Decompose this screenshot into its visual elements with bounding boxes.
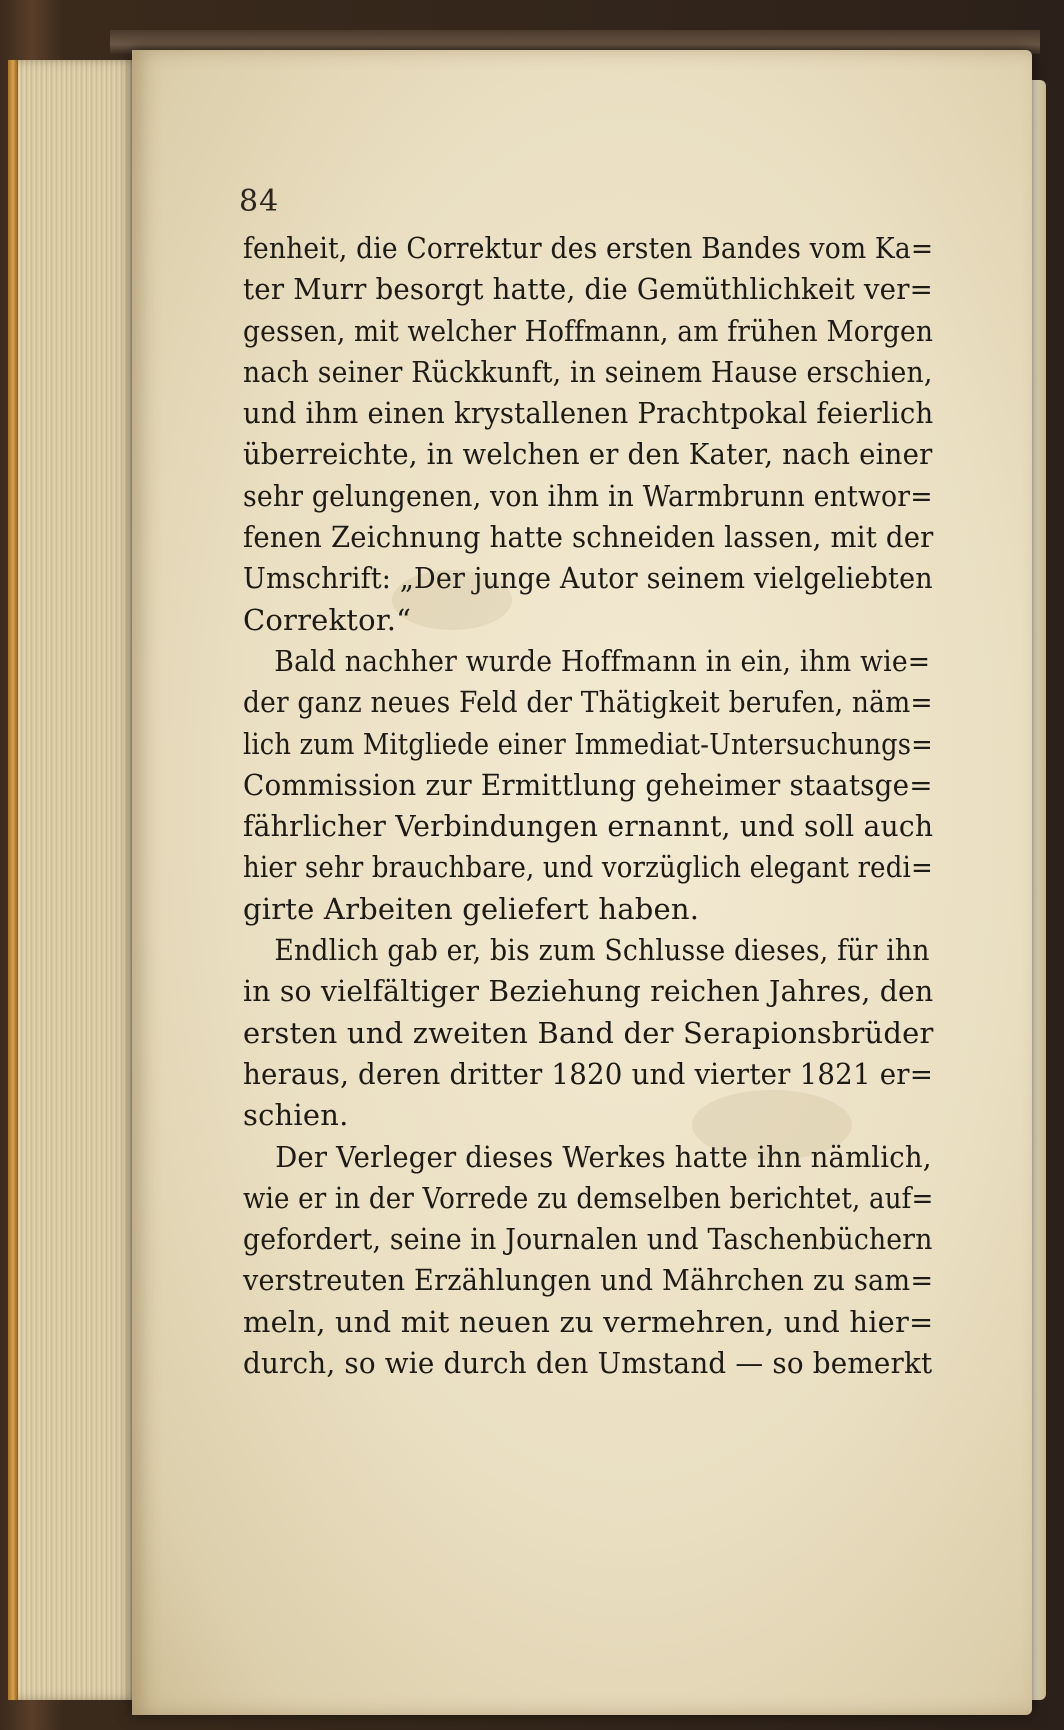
text-line: Bald nachher wurde Hoffmann in ein, ihm wie= xyxy=(274,643,931,678)
text-line: fenheit, die Correktur des ersten Bandes vom Ka= xyxy=(243,231,934,265)
text-line: sehr gelungenen, von ihm in Warmbrunn entwor= xyxy=(243,478,933,513)
text-line: wie er in der Vorrede zu demselben berichtet, auf= xyxy=(243,1180,934,1215)
text-line: fährlicher Verbindungen ernannt, und soll auch xyxy=(243,809,934,844)
paragraph xyxy=(243,228,1023,641)
text-line: schien. xyxy=(243,1098,349,1133)
text-line: fenen Zeichnung hatte schneiden lassen, mit der xyxy=(243,520,934,555)
text-line: verstreuten Erzählungen und Mährchen zu sam= xyxy=(243,1263,934,1298)
paragraph xyxy=(243,1137,1023,1385)
text-line: Correktor.“ xyxy=(243,602,412,637)
text-line: ter Murr besorgt hatte, die Gemüthlichkeit ver= xyxy=(243,272,933,307)
paragraph xyxy=(243,930,1023,1136)
gilt-edge xyxy=(8,60,18,1700)
text-line: Der Verleger dieses Werkes hatte ihn nämlich, xyxy=(275,1139,932,1174)
page-text xyxy=(239,182,1023,1384)
page-edges xyxy=(8,60,140,1700)
text-line: meln, und mit neuen zu vermehren, und hier= xyxy=(243,1304,934,1339)
text-line: und ihm einen krystallenen Prachtpokal feierlich xyxy=(243,396,934,431)
text-line: hier sehr brauchbare, und vorzüglich elegant redi= xyxy=(243,850,933,885)
text-line: heraus, deren dritter 1820 und vierter 1821 er= xyxy=(243,1056,934,1091)
paragraph xyxy=(243,641,1023,930)
text-line: nach seiner Rückkunft, in seinem Hause erschien, xyxy=(243,354,933,389)
text-line: überreichte, in welchen er den Kater, nach einer xyxy=(243,437,933,472)
text-line: gefordert, seine in Journalen und Taschenbüchern xyxy=(243,1222,933,1257)
text-line: Endlich gab er, bis zum Schlusse dieses, für ihn xyxy=(274,933,930,968)
text-line: Umschrift: „Der junge Autor seinem vielgeliebten xyxy=(243,561,933,596)
page-number: 84 xyxy=(239,184,280,219)
text-line: der ganz neues Feld der Thätigkeit berufen, näm= xyxy=(243,685,933,720)
text-line: gessen, mit welcher Hoffmann, am frühen Morgen xyxy=(243,313,934,348)
text-line: ersten und zweiten Band der Serapionsbrüder xyxy=(243,1015,934,1050)
text-line: in so vielfältiger Beziehung reichen Jahres, den xyxy=(243,974,934,1009)
text-line: girte Arbeiten geliefert haben. xyxy=(243,891,700,926)
text-line: Commission zur Ermittlung geheimer staatsge= xyxy=(243,767,933,802)
text-line: lich zum Mitgliede einer Immediat-Untersuchungs= xyxy=(243,726,933,761)
text-line: durch, so wie durch den Umstand — so bemerkt xyxy=(243,1346,933,1381)
body-text xyxy=(243,228,1023,1384)
